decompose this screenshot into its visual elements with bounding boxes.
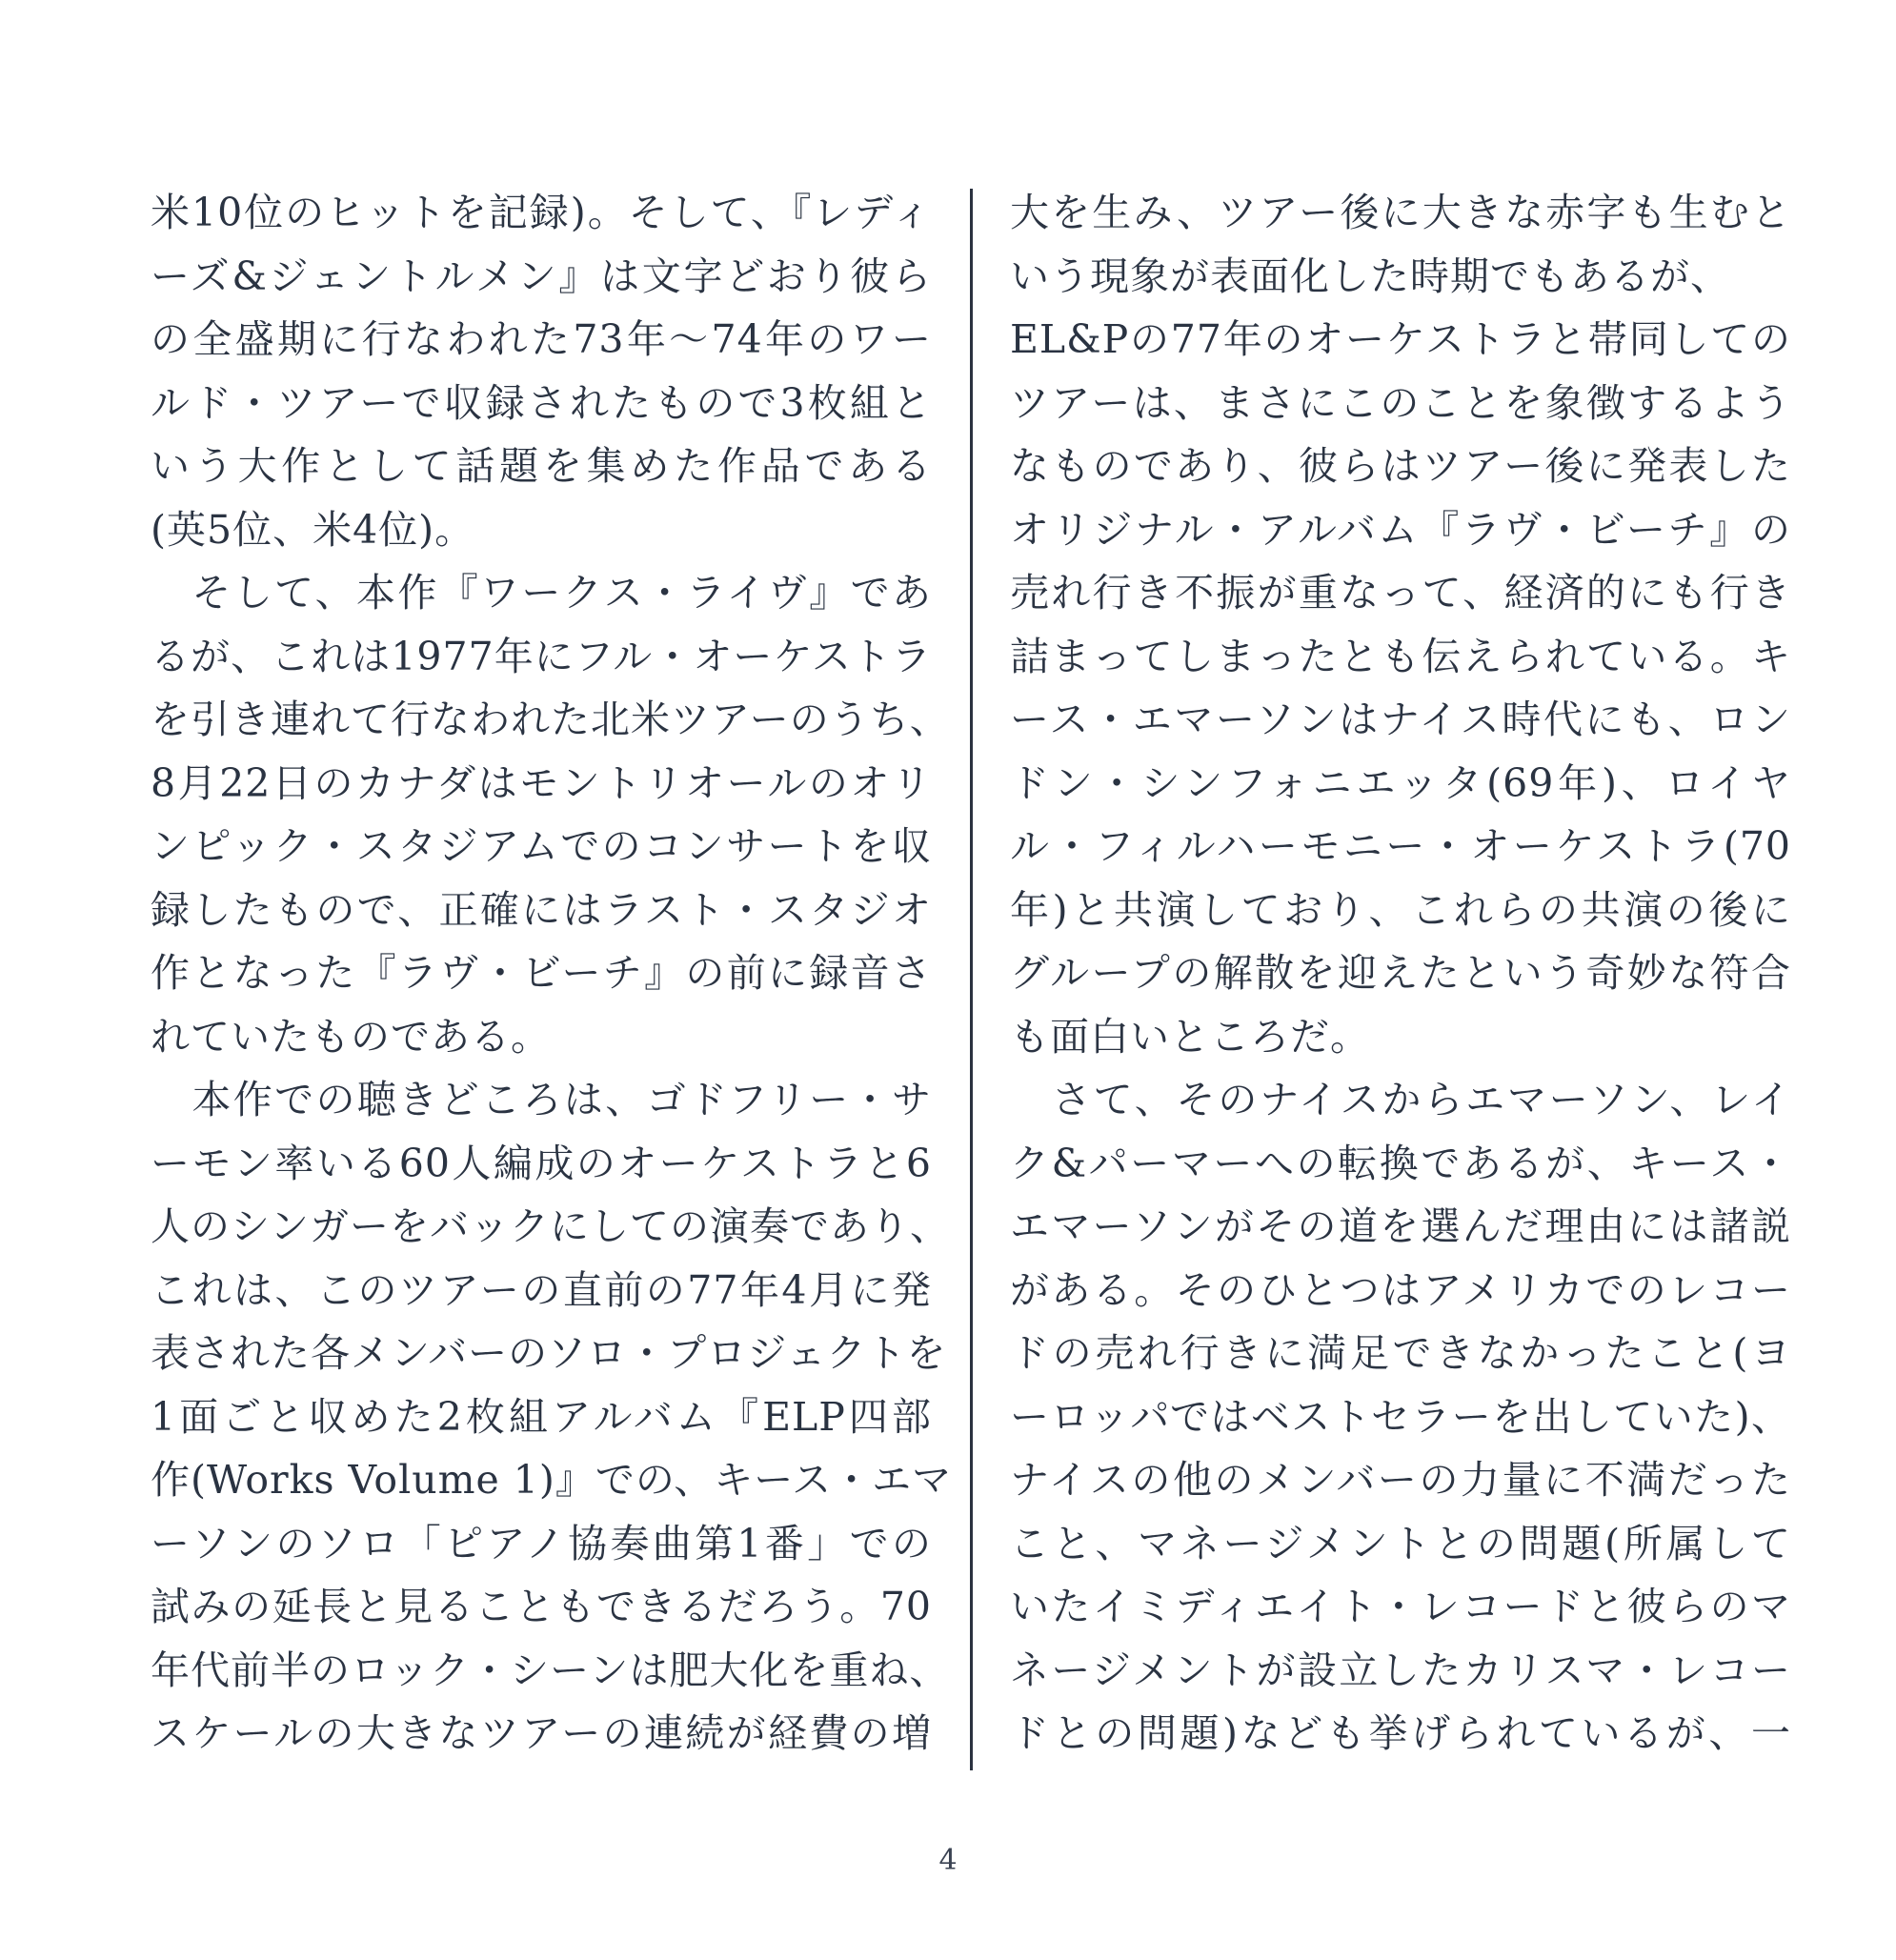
text-line: ーズ&ジェントルメン』は文字どおり彼ら — [151, 253, 932, 299]
text-line: さて、そのナイスからエマーソン、レイ — [1010, 1077, 1791, 1122]
text-line: るが、これは1977年にフル・オーケストラ — [151, 633, 932, 679]
text-line: グループの解散を迎えたという奇妙な符合 — [1010, 950, 1791, 996]
text-line: こと、マネージメントとの問題(所属して — [1010, 1520, 1791, 1566]
text-line: ク&パーマーへの転換であるが、キース・ — [1010, 1140, 1791, 1186]
text-line: エマーソンがその道を選んだ理由には諸説 — [1010, 1203, 1791, 1249]
text-line: 本作での聴きどころは、ゴドフリー・サ — [151, 1077, 932, 1122]
text-line: ース・エマーソンはナイス時代にも、ロン — [1010, 697, 1791, 742]
text-line: 大を生み、ツアー後に大きな赤字も生むと — [1010, 190, 1791, 235]
text-line: ドン・シンフォニエッタ(69年)、ロイヤ — [1010, 759, 1791, 806]
right-column — [1010, 181, 1791, 1766]
page-number: 4 — [938, 1844, 958, 1877]
text-line: なものであり、彼らはツアー後に発表した — [1010, 443, 1791, 489]
text-line: 詰まってしまったとも伝えられている。キ — [1010, 633, 1791, 679]
text-line: ドとの問題)なども挙げられているが、一 — [1010, 1710, 1791, 1756]
text-line: 8月22日のカナダはモントリオールのオリ — [151, 759, 932, 806]
text-line: オリジナル・アルバム『ラヴ・ビーチ』の — [1010, 506, 1791, 553]
text-line: の全盛期に行なわれた73年〜74年のワー — [151, 316, 932, 362]
text-line: も面白いところだ。 — [1010, 1013, 1370, 1060]
text-line: ーソンのソロ「ピアノ協奏曲第1番」での — [151, 1520, 932, 1566]
text-line: ナイスの他のメンバーの力量に不満だった — [1010, 1457, 1791, 1503]
text-line: 人のシンガーをバックにしての演奏であり、 — [151, 1203, 950, 1249]
text-line: いたイミディエイト・レコードと彼らのマ — [1010, 1584, 1791, 1629]
text-line: ルド・ツアーで収録されたもので3枚組と — [151, 379, 932, 426]
text-line: れていたものである。 — [151, 1013, 551, 1060]
text-line: いう現象が表面化した時期でもあるが、 — [1010, 253, 1730, 299]
text-line: 売れ行き不振が重なって、経済的にも行き — [1010, 570, 1791, 616]
left-column — [151, 181, 953, 1766]
text-line: 年)と共演しており、これらの共演の後に — [1010, 886, 1791, 933]
text-line: EL&Pの77年のオーケストラと帯同しての — [1010, 316, 1791, 362]
text-line: スケールの大きなツアーの連続が経費の増 — [151, 1710, 932, 1756]
text-line: 試みの延長と見ることもできるだろう。70 — [151, 1584, 932, 1629]
text-line: これは、このツアーの直前の77年4月に発 — [151, 1266, 932, 1313]
text-line: ツアーは、まさにこのことを象徴するよう — [1010, 379, 1791, 426]
text-line: ーモン率いる60人編成のオーケストラと6 — [151, 1140, 932, 1186]
column-divider — [970, 189, 973, 1770]
text-line: 米10位のヒットを記録)。そして、『レディ — [151, 190, 932, 235]
text-line: がある。そのひとつはアメリカでのレコー — [1010, 1266, 1791, 1313]
text-line: ドの売れ行きに満足できなかったこと(ヨ — [1010, 1330, 1791, 1376]
text-line: 作(Works Volume 1)』での、キース・エマ — [151, 1457, 953, 1503]
text-line: ル・フィルハーモニー・オーケストラ(70 — [1010, 823, 1791, 869]
text-line: を引き連れて行なわれた北米ツアーのうち、 — [151, 697, 950, 742]
text-line: 1面ごと収めた2枚組アルバム『ELP四部 — [151, 1393, 932, 1440]
text-line: 録したもので、正確にはラスト・スタジオ — [151, 886, 932, 933]
text-line: ネージメントが設立したカリスマ・レコー — [1010, 1647, 1791, 1693]
text-line: そして、本作『ワークス・ライヴ』であ — [151, 570, 932, 616]
text-line: 年代前半のロック・シーンは肥大化を重ね、 — [151, 1647, 950, 1693]
text-line: ンピック・スタジアムでのコンサートを収 — [151, 823, 932, 869]
text-line: 作となった『ラヴ・ビーチ』の前に録音さ — [151, 950, 932, 996]
text-line: (英5位、米4位)。 — [151, 506, 475, 553]
text-line: ーロッパではベストセラーを出していた)、 — [1010, 1393, 1791, 1440]
text-line: 表された各メンバーのソロ・プロジェクトを — [151, 1330, 947, 1376]
text-line: いう大作として話題を集めた作品である — [151, 443, 932, 489]
